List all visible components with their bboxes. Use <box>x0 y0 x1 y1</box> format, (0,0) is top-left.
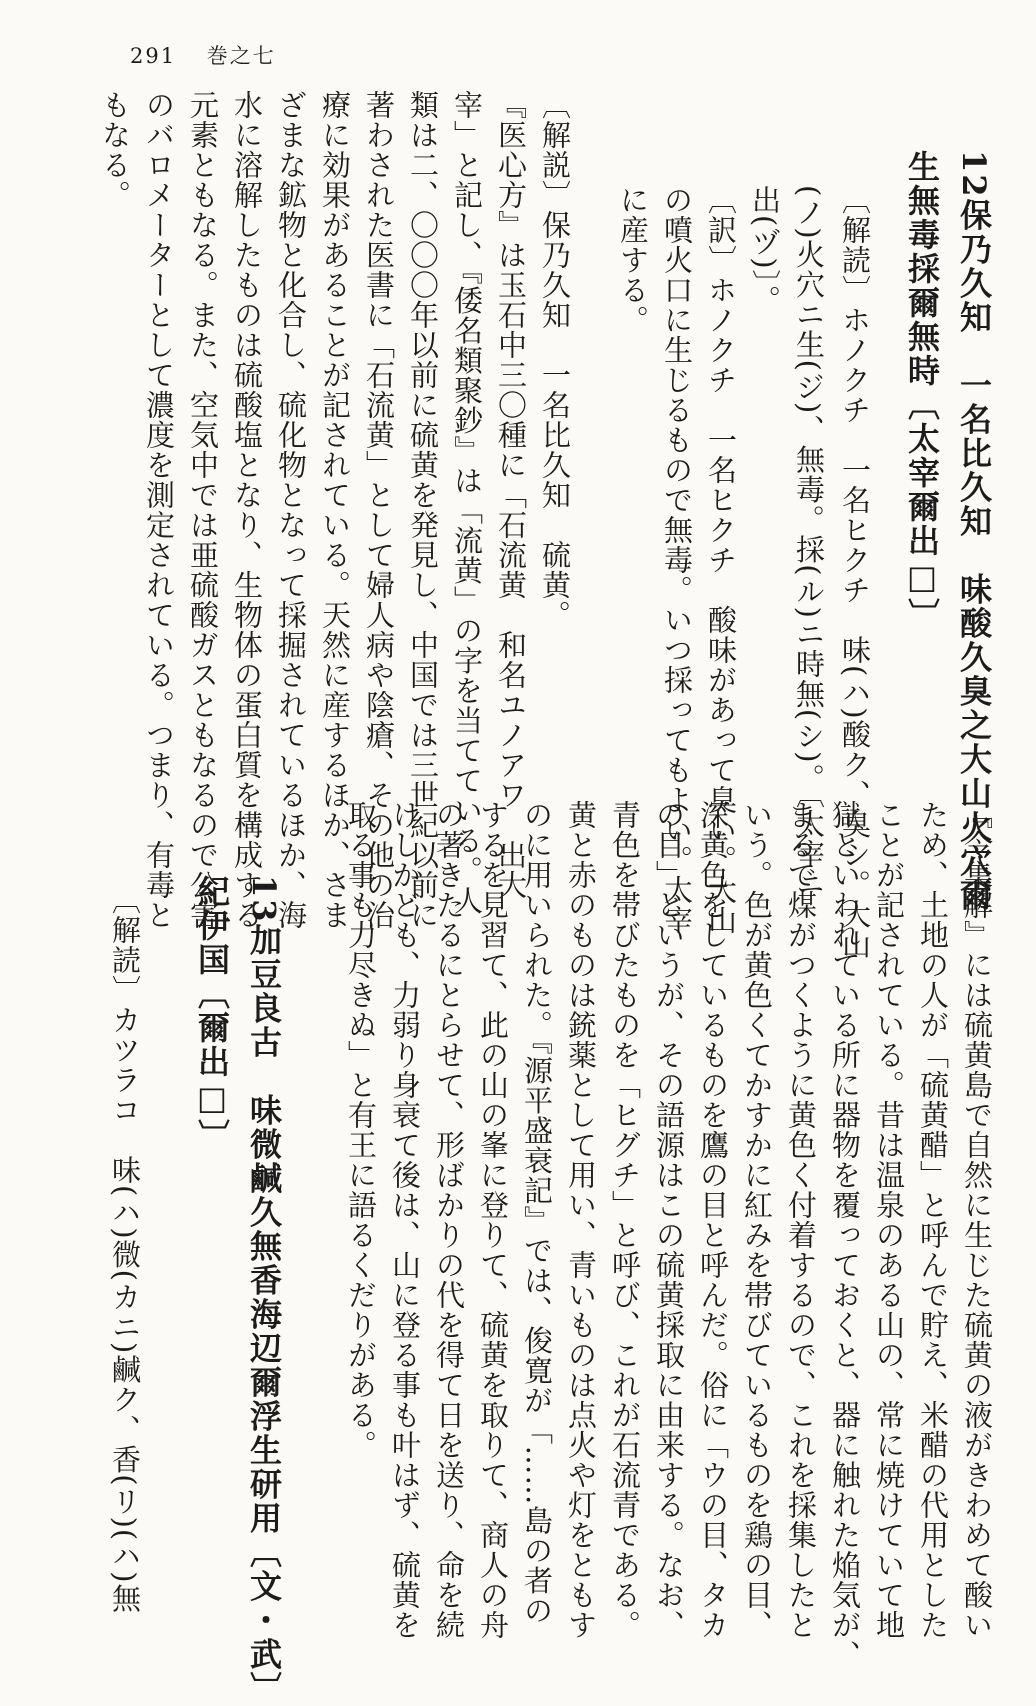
commentary-continued-line: 『令集解』には硫黄島で自然に生じた硫黄の液がきわめて酸い <box>960 800 994 1640</box>
translation-line: に産する。 <box>616 185 650 335</box>
commentary-continued-line: 取る事も力尽きぬ」と有王に語るくだりがある。 <box>344 800 378 1460</box>
reading-line: 出(ヅ)〕。 <box>748 185 782 316</box>
commentary-continued-line: ことが記されている。昔は温泉のある山の、常に焼けていて地 <box>872 800 906 1640</box>
commentary-line: ざまな鉱物と化合し、硫化物となって採掘されているほか、海 <box>274 90 308 930</box>
commentary-continued-line: 深黄色をしているものを鷹の目と呼んだ。俗に「ウの目、タカ <box>696 800 730 1640</box>
commentary-line: 〔解説〕保乃久知 一名比久知 硫黄。 <box>538 90 572 630</box>
commentary-line: 水に溶解したものは硫酸塩となり、生物体の蛋白質を構成する <box>230 90 264 930</box>
commentary-continued-line: ため、土地の人が「硫黄醋」と呼んで貯え、米醋の代用とした <box>916 800 950 1640</box>
commentary-line: 著わされた医書に「石流黄」として婦人病や陰瘡、その他の治 <box>362 90 396 930</box>
commentary-continued-line: けしかども、力弱り身衰て後は、山に登る事も叶はず、硫黄を <box>388 800 422 1640</box>
commentary-continued-line: まるで煤がつくように黄色く付着するので、これを採集したと <box>784 800 818 1640</box>
entry-heading-13: 13加豆良古 味微鹹久無香海辺爾浮生研用〔文・武〕 <box>245 875 283 1706</box>
commentary-continued-line: 青色を帯びたものを「ヒグチ」と呼び、これが石流青である。 <box>608 800 642 1640</box>
page-number: 291 <box>130 44 177 68</box>
commentary-continued-line: 黄と赤のものは銃薬として用い、青いものは点火や灯をともす <box>564 800 598 1640</box>
commentary-continued-line: の目」というが、その語源はこの硫黄採取に由来する。なお、 <box>652 800 686 1640</box>
commentary-line: 療に効果があることが記されている。天然に産するほか、さま <box>318 90 352 930</box>
entry-heading-12: 12保乃久知 一名比久知 味酸久臭之大山火穴爾 <box>955 150 993 913</box>
page-header <box>130 40 298 70</box>
commentary-continued-line: の著きたるにとらせて、形ばかりの代を得て日を送り、命を続 <box>432 800 466 1640</box>
entry-heading-13-cont: 紀伊国〔爾出□〕 <box>193 875 231 1153</box>
commentary-continued-line: のに用いられた。『源平盛衰記』では、俊寛が「……島の者の <box>520 800 554 1626</box>
commentary-line: 類は二、〇〇〇年以前に硫黄を発見し、中国では三世紀以前に <box>406 90 440 930</box>
commentary-line: 元素ともなる。また、空気中では亜硫酸ガスともなるので公害 <box>186 90 220 930</box>
reading-line: 〔解読〕カツラコ 味(ハ)微(カニ)鹹ク、香(リ)(ハ)無 <box>108 885 142 1614</box>
commentary-continued-line: するを見習て、此の山の峯に登りて、硫黄を取りて、商人の舟 <box>476 800 510 1640</box>
chapter-title: 巻之七 <box>206 44 276 68</box>
commentary-line: のバロメーターとして濃度を測定されている。つまり、有毒と <box>142 90 176 930</box>
commentary-continued-line: いう。色が黄色くてかすかに紅みを帯びているものを鶏の目、 <box>740 800 774 1640</box>
entry-heading-12-cont: 生無毒採爾無時〔太宰爾出□〕 <box>903 150 941 632</box>
reading-line: 〔解読〕ホノクチ 一名ヒクチ 味(ハ)酸ク、臭シ。大山 <box>838 185 872 960</box>
commentary-line: 宰」と記し、『倭名類聚鈔』は「流黄」の字を当てている。人 <box>450 90 484 916</box>
commentary-continued-line: 獄といわれている所に器物を覆っておくと、器に触れた焔気が、 <box>828 800 862 1670</box>
translation-line: 〔訳〕ホノクチ 一名ヒクチ 酸味があって臭い。大山 <box>704 185 738 935</box>
reading-line: (ノ)火穴ニ生(ジ)、無毒。採(ル)ニ時無(シ)。〔太宰ニ <box>792 185 826 900</box>
commentary-line: 『医心方』は玉石中三〇種に「石流黄 和名ユノアワ 出大 <box>494 90 528 900</box>
commentary-line: もなる。 <box>98 90 132 210</box>
translation-line: の噴火口に生じるもので無毒。いつ採ってもよい。太宰 <box>660 185 694 935</box>
